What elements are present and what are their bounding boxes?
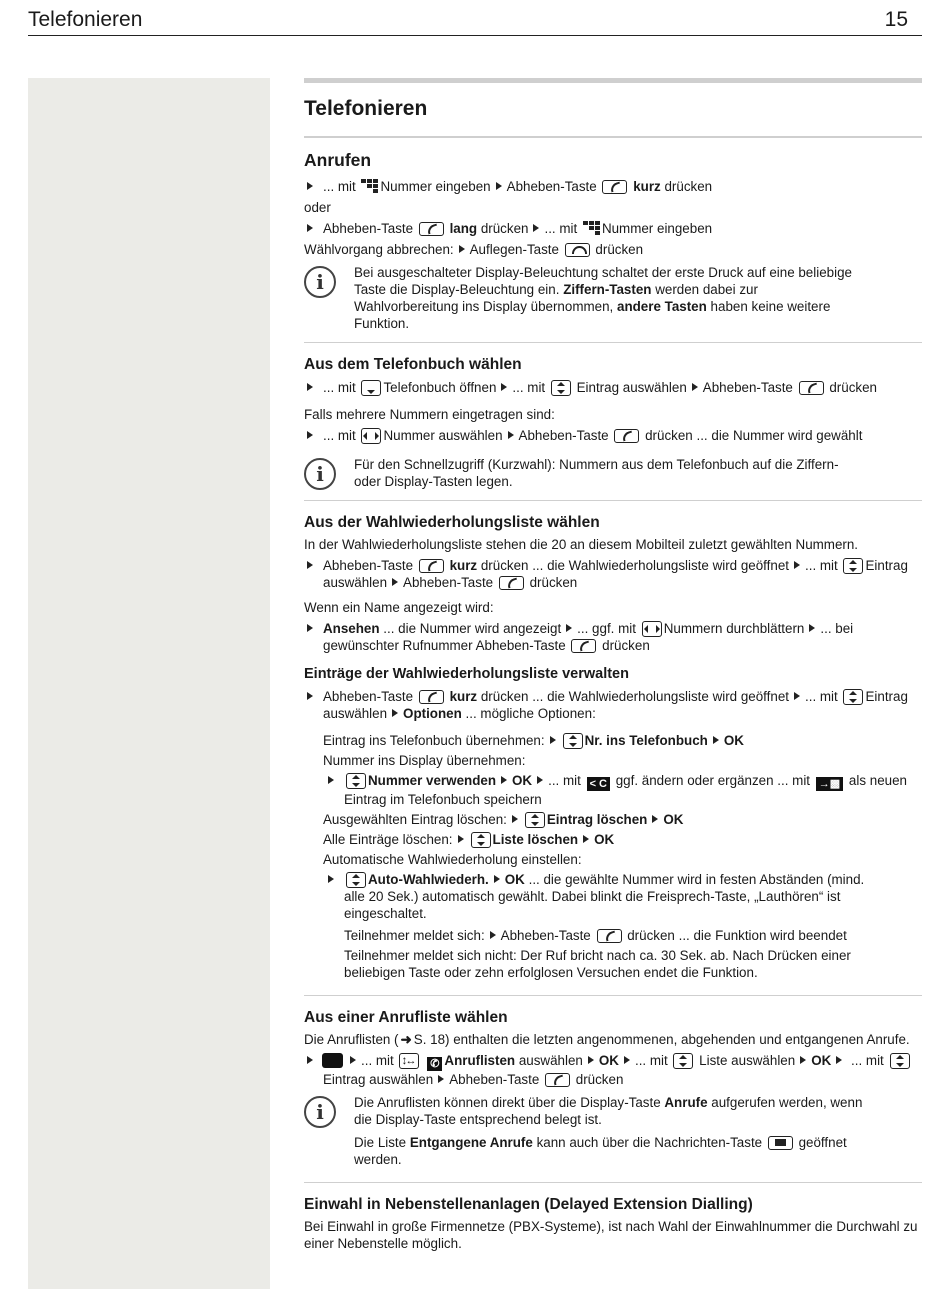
control-updown-icon <box>551 380 571 396</box>
page-number: 15 <box>884 8 908 31</box>
arrow-icon <box>550 736 556 744</box>
options-list <box>304 732 922 769</box>
keypad-icon <box>361 179 378 193</box>
arrow-icon <box>459 245 465 253</box>
arrow-icon <box>794 561 800 569</box>
control-updown-icon <box>346 773 366 789</box>
body-text: Bei Einwahl in große Firmennetze (PBX-Systeme), ist nach Wahl der Einwahlnummer die Durchwahl zu einer Nebenstelle möglich. <box>304 1219 918 1251</box>
arrow-icon <box>713 736 719 744</box>
menu-key-icon <box>323 1054 342 1067</box>
talk-key-icon <box>419 222 444 236</box>
option-item: Nummer ins Display übernehmen: <box>323 753 526 768</box>
info-box: i Für den Schnellzugriff (Kurzwahl): Nummern aus dem Telefonbuch auf die Ziffern- oder Display-Tasten legen. <box>304 456 922 490</box>
info-icon: i <box>304 266 336 298</box>
arrow-icon <box>458 835 464 843</box>
option-item: Alle Einträge löschen: Liste löschen OK <box>323 832 615 847</box>
control-updown-icon <box>890 1053 910 1069</box>
talk-key-icon <box>419 690 444 704</box>
step: ... mit Nummer auswählen Abheben-Taste drücken ... die Nummer wird gewählt <box>304 427 922 444</box>
arrow-icon <box>836 1056 842 1064</box>
intro-text: Die Anruflisten ( ➜ S. 18) enthalten die letzten angenommenen, abgehenden und entgangenen Anrufe. <box>304 1032 910 1047</box>
step: Wählvorgang abbrechen: Auflegen-Taste drücken <box>304 242 644 257</box>
talk-key-icon <box>419 559 444 573</box>
text-name: Wenn ein Name angezeigt wird: <box>304 600 494 615</box>
control-updown-icon <box>471 832 491 848</box>
options-list <box>304 811 922 868</box>
arrow-icon <box>350 1056 356 1064</box>
arrow-icon <box>566 624 572 632</box>
control-updown-icon <box>673 1053 693 1069</box>
option-sub-step: Auto-Wahlwiederh. OK ... die gewählte Nummer wird in festen Abständen (mind. alle 20 Sek.) automatisch gewählt. Dabei blinkt die Freisprech-Taste, „Lauthören“ ist eingeschaltet. <box>304 871 922 922</box>
option-item: Eintrag ins Telefonbuch übernehmen: Nr. ins Telefonbuch OK <box>323 733 744 748</box>
control-down-icon <box>361 380 381 396</box>
page-header <box>28 6 922 36</box>
arrow-icon <box>494 875 500 883</box>
control-leftright-icon <box>361 428 381 444</box>
talk-key-icon <box>602 180 627 194</box>
arrow-icon <box>692 383 698 391</box>
section-title-telefonbuch: Aus dem Telefonbuch wählen <box>304 356 522 373</box>
save-key-icon: →▩ <box>816 777 843 791</box>
side-panel <box>28 78 270 1289</box>
reference-arrow-icon: ➜ <box>400 1032 412 1047</box>
control-updown-icon <box>843 558 863 574</box>
arrow-icon <box>588 1056 594 1064</box>
keypad-icon <box>583 221 600 235</box>
intro-text: In der Wahlwiederholungsliste stehen die 20 an diesem Mobilteil zuletzt gewählten Nummern. <box>304 537 859 552</box>
arrow-icon <box>624 1056 630 1064</box>
arrow-icon <box>501 776 507 784</box>
divider <box>304 342 922 343</box>
end-key-icon <box>565 243 590 257</box>
arrow-icon <box>794 692 800 700</box>
section-title-verwalten: Einträge der Wahlwiederholungsliste verwalten <box>304 666 629 682</box>
info-box: i Die Anruflisten können direkt über die Display-Taste Anrufe aufgerufen werden, wenn die Display-Taste entsprechend belegt ist. Die Liste Entgangene Anrufe kann auch über die Nachrichten-Taste geöffnet werden. <box>304 1094 922 1168</box>
talk-key-icon <box>499 576 524 590</box>
message-key-icon <box>768 1136 793 1150</box>
arrow-icon <box>501 383 507 391</box>
step: ... mit ↕ ↔ ✆ Anruflisten auswählen OK ... mit Liste auswählen OK ... mit Eintrag auswählen Abheben-Taste drücken <box>304 1052 922 1088</box>
arrow-icon <box>508 431 514 439</box>
control-updown-icon <box>843 689 863 705</box>
talk-key-icon <box>614 429 639 443</box>
talk-key-icon <box>571 639 596 653</box>
arrow-icon <box>392 709 398 717</box>
step: Ansehen ... die Nummer wird angezeigt ... ggf. mit Nummern durchblättern ... bei gewünschter Rufnummer Abheben-Taste drücken <box>304 620 922 654</box>
arrow-icon <box>533 224 539 232</box>
chapter-title: Telefonieren <box>304 97 428 120</box>
arrow-icon <box>496 182 502 190</box>
divider <box>304 1182 922 1183</box>
arrow-icon <box>392 578 398 586</box>
arrow-icon <box>809 624 815 632</box>
info-icon: i <box>304 458 336 490</box>
control-updown-icon <box>346 872 366 888</box>
control-leftright-icon <box>642 621 662 637</box>
step: ... mit Telefonbuch öffnen ... mit Eintrag auswählen Abheben-Taste drücken <box>304 379 922 396</box>
text-oder: oder <box>304 200 331 215</box>
option-item: Ausgewählten Eintrag löschen: Eintrag löschen OK <box>323 812 684 827</box>
arrow-icon <box>537 776 543 784</box>
talk-key-icon <box>545 1073 570 1087</box>
option-sub-step: Nummer verwenden OK ... mit < C ggf. ändern oder ergänzen ... mit →▩ als neuen Eintrag im Telefonbuch speichern <box>304 772 922 808</box>
arrow-icon <box>490 931 496 939</box>
call-list-icon: ✆ <box>427 1057 442 1071</box>
divider <box>304 995 922 996</box>
main-content <box>304 78 922 1255</box>
running-title: Telefonieren <box>28 8 143 31</box>
step: Abheben-Taste lang drücken ... mit Nummer eingeben <box>304 220 922 237</box>
text-multi: Falls mehrere Nummern eingetragen sind: <box>304 407 555 422</box>
info-box: i Bei ausgeschalteter Display-Beleuchtung schaltet der erste Druck auf eine beliebige Taste die Display-Beleuchtung ein. Ziffern-Tasten werden dabei zur Wahlvorbereitung ins Display übernommen, andere Tasten haben keine weitere Funktion. <box>304 264 922 332</box>
arrow-icon <box>583 835 589 843</box>
arrow-icon <box>512 815 518 823</box>
section-title-anrufliste: Aus einer Anrufliste wählen <box>304 1009 508 1026</box>
divider <box>304 500 922 501</box>
talk-key-icon <box>799 381 824 395</box>
arrow-icon <box>652 815 658 823</box>
talk-key-icon <box>597 929 622 943</box>
option-item: Automatische Wahlwiederholung einstellen: <box>323 852 582 867</box>
section-title-wahlwiederholung: Aus der Wahlwiederholungsliste wählen <box>304 514 600 531</box>
control-updown-icon <box>525 812 545 828</box>
step: ... mit Nummer eingeben Abheben-Taste kurz drücken <box>304 178 922 195</box>
divider <box>304 136 922 138</box>
arrow-icon <box>438 1075 444 1083</box>
step: Abheben-Taste kurz drücken ... die Wahlwiederholungsliste wird geöffnet ... mit Eintrag auswählen Abheben-Taste drücken <box>304 557 922 591</box>
section-title-anrufen: Anrufen <box>304 150 372 170</box>
top-bar <box>304 78 922 83</box>
step: Abheben-Taste kurz drücken ... die Wahlwiederholungsliste wird geöffnet ... mit Eintrag auswählen Optionen ... mögliche Optionen: <box>304 688 922 722</box>
control-all-icon <box>399 1053 419 1069</box>
section-title-einwahl: Einwahl in Nebenstellenanlagen (Delayed Extension Dialling) <box>304 1196 753 1213</box>
back-key-icon: < C <box>587 777 610 791</box>
arrow-icon <box>800 1056 806 1064</box>
result-text: Teilnehmer meldet sich: Abheben-Taste drücken ... die Funktion wird beendet Teilnehmer meldet sich nicht: Der Ruf bricht nach ca. 30 Sek. ab. Nach Drücken einer beliebigen Taste oder zehn erfolglosen Versuchen endet die Funktion. <box>344 928 851 980</box>
control-updown-icon <box>563 733 583 749</box>
info-icon: i <box>304 1096 336 1128</box>
